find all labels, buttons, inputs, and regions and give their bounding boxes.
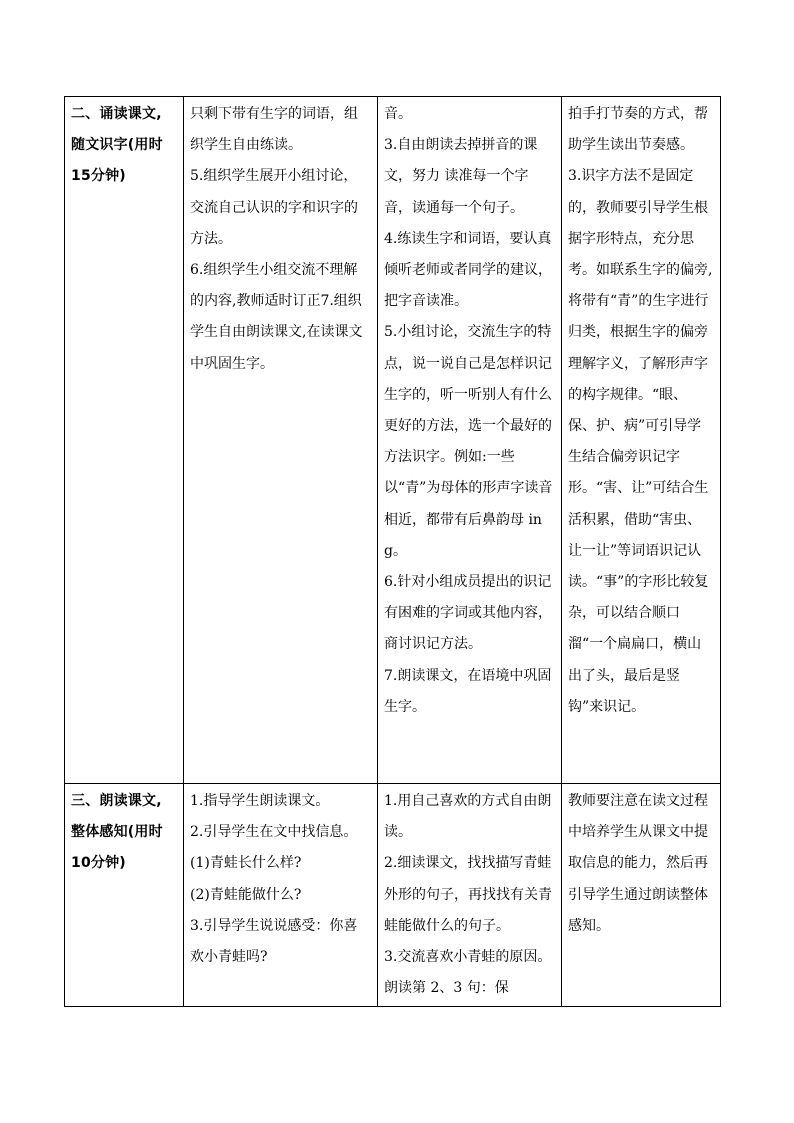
paragraph: 7.朗读课文，在语境中巩固生字。 (384, 667, 552, 715)
paragraph: 教师要注意在读文过程中培养学生从课文中提取信息的能力，然后再引导学生通过朗读整体感知。 (568, 793, 708, 934)
stage-line: 随文识字(用时 (71, 137, 163, 154)
paragraph: 5.组织学生展开小组讨论，交流自己认识的字和识字的方法。 (190, 168, 358, 247)
paragraph: 3.引导学生说说感受：你喜欢小青蛙吗? (190, 917, 358, 966)
paragraph: 3.交流喜欢小青蛙的原因。朗读第 2、3 句：保 (384, 949, 552, 997)
paragraph: 2.引导学生在文中找信息。 (190, 824, 358, 841)
paragraph: 音。 (384, 106, 412, 122)
stage-line: 二、诵读课文, (71, 106, 162, 122)
lesson-plan-table (64, 96, 721, 1007)
paragraph: 1.指导学生朗读课文。 (190, 793, 330, 809)
student-activity-cell (378, 97, 562, 784)
paragraph: 6.组织学生小组交流不理解的内容,教师适时订正7.组织学生自由朗读课文,在读课文中巩固生字。 (190, 262, 363, 372)
stage-line: 10分钟) (71, 855, 126, 872)
paragraph: 5.小组讨论，交流生字的特点，说一说自己是怎样识记生字的，听一听别人有什么更好的方法，选一个最好的方法识字。例如:一些以“青”为母体的形声字读音相近，都带有后鼻韵母 ing。 (384, 324, 553, 559)
paragraph: (1)青蛙长什么样? (190, 855, 302, 872)
stage-line: 三、朗读课文, (71, 793, 162, 809)
stage-line: 整体感知(用时 (71, 824, 163, 841)
stage-line: 15分钟) (71, 168, 126, 185)
paragraph: 4.练读生字和词语，要认真倾听老师或者同学的建议，把字音读准。 (384, 230, 552, 310)
paragraph: 拍手打节奏的方式，帮助学生读出节奏感。 (568, 106, 708, 154)
paragraph: (2)青蛙能做什么? (190, 886, 302, 903)
design-intent-cell (562, 784, 721, 1007)
stage-cell (65, 784, 184, 1007)
stage-cell (65, 97, 184, 784)
paragraph: 1.用自己喜欢的方式自由朗读。 (384, 793, 552, 841)
student-activity-cell (378, 784, 562, 1007)
paragraph: 3.自由朗读去掉拼音的课文，努力 读准每一个字音，读通每一个句子。 (384, 137, 538, 216)
table-row (65, 784, 721, 1007)
paragraph: 只剩下带有生字的词语，组织学生自由练读。 (190, 106, 358, 154)
paragraph: 2.细读课文，找找描写青蛙外形的句子，再找找有关青蛙能做什么的句子。 (384, 855, 552, 934)
teacher-activity-cell (184, 784, 378, 1007)
paragraph: 3.识字方法不是固定的，教师要引导学生根据字形特点，充分思考。如联系生字的偏旁,将带有“青”的生字进行归类，根据生字的偏旁理解字义，了解形声字的构字规律。“眼、保、护、病”可引导学生结合偏旁识记字形。“害、让”可结合生活积累，借助“害虫、让一让”等词语识记认读。“事”的字形比较复杂，可以结合顺口溜“一个扁扁口，横山出了头，最后是竖钩”来识记。 (568, 168, 713, 715)
table-row (65, 97, 721, 784)
design-intent-cell (562, 97, 721, 784)
paragraph: 6.针对小组成员提出的识记有困难的字词或其他内容，商讨识记方法。 (384, 574, 552, 653)
teacher-activity-cell (184, 97, 378, 784)
